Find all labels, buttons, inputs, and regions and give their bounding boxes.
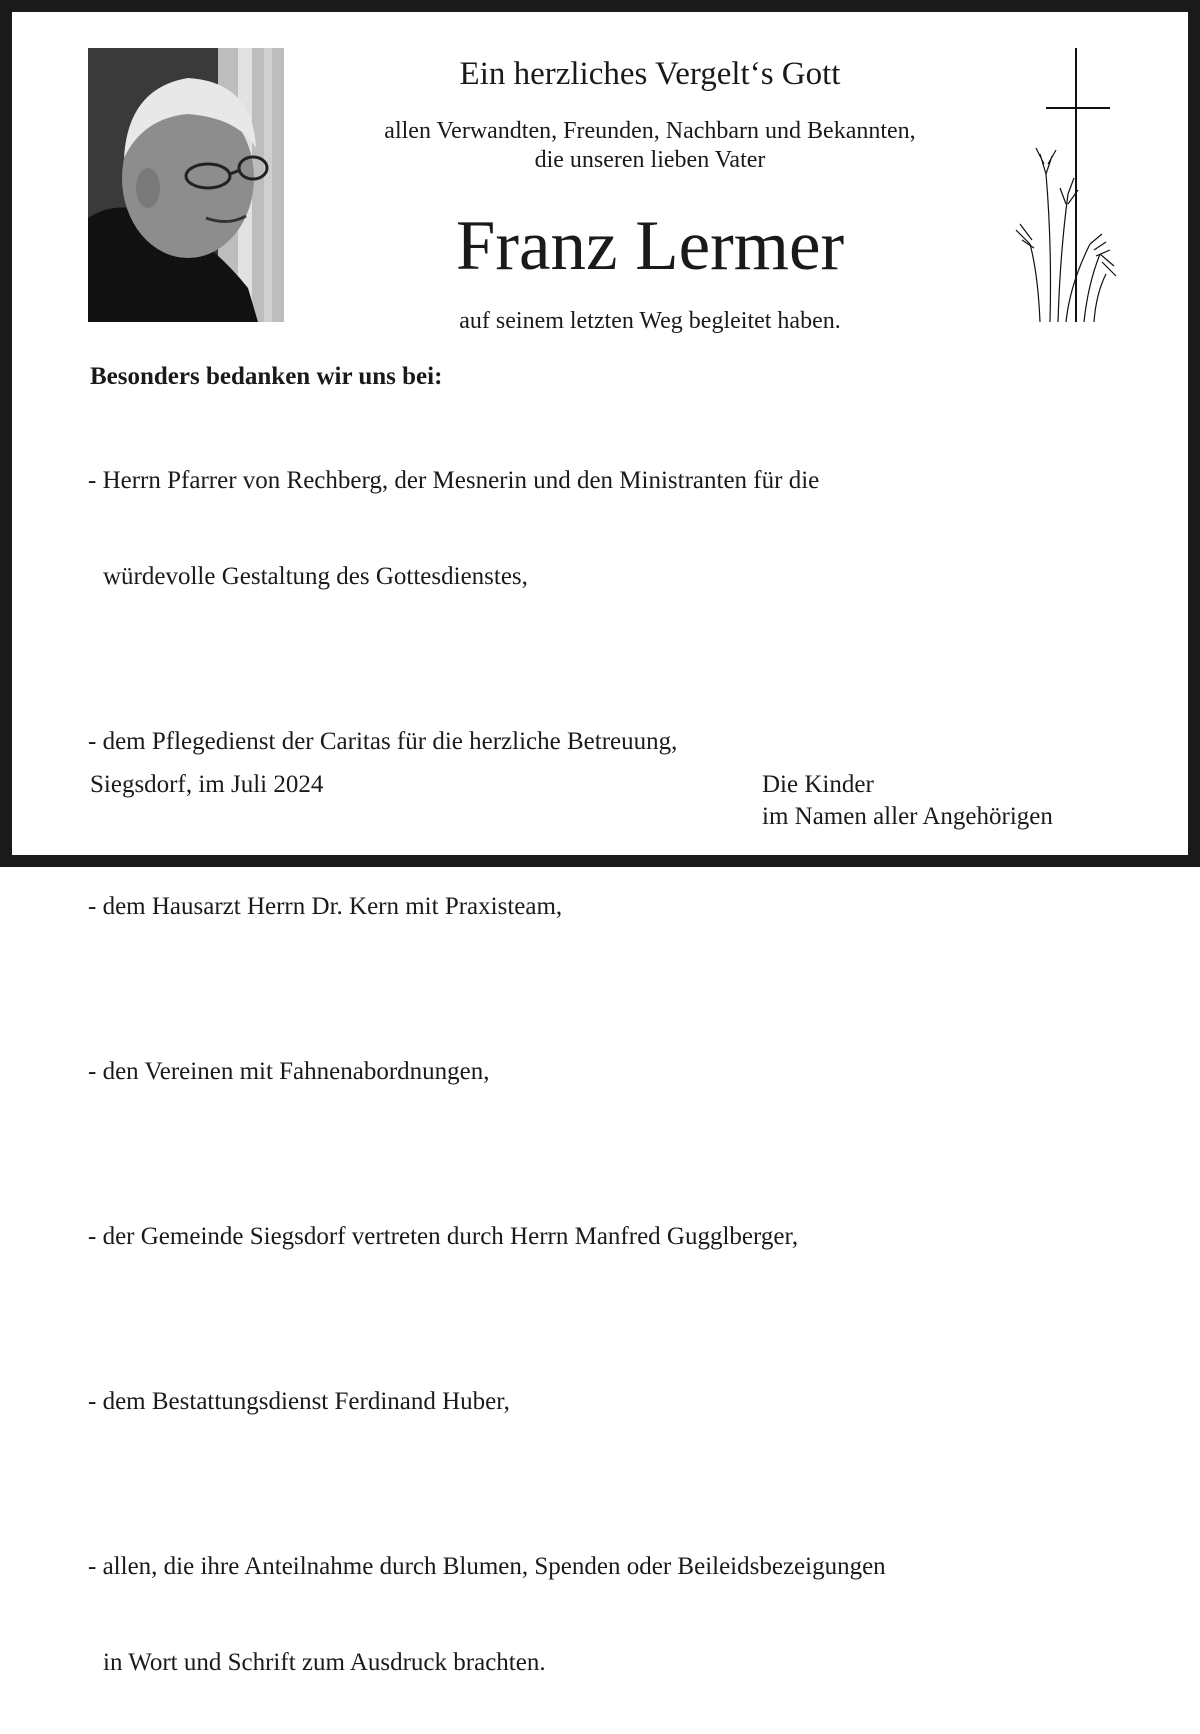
portrait-photo [88,48,284,322]
list-item-continuation: würdevolle Gestaltung des Gottesdienstes, [103,563,528,590]
thanks-heading: Besonders bedanken wir uns bei: [90,363,443,390]
heading: Ein herzliches Vergelt‘s Gott [459,56,841,92]
list-item [88,1487,1108,1734]
list-item-line: - Herrn Pfarrer von Rechberg, der Mesnerin und den Ministranten für die [88,467,820,494]
cross-with-wheat-icon [1010,44,1120,326]
thanks-list [88,401,1108,1734]
list-item [88,1157,1108,1317]
list-item-line: - allen, die ihre Anteilnahme durch Blumen, Spenden oder Beileidsbezeigungen [88,1553,886,1580]
signature-line: Die Kinder [762,771,874,798]
list-item [88,1322,1108,1482]
list-item [88,992,1108,1152]
list-item-line: - dem Pflegedienst der Caritas für die herzliche Betreuung, [88,728,678,755]
list-item-line: - dem Hausarzt Herrn Dr. Kern mit Praxisteam, [88,893,563,920]
intro-line: die unseren lieben Vater [534,147,766,173]
list-item-line: - der Gemeinde Siegsdorf vertreten durch Herrn Manfred Gugglberger, [88,1223,799,1250]
intro-text [300,117,1000,175]
list-item [88,827,1108,987]
signature-line: im Namen aller Angehörigen [762,803,1053,830]
intro-line: allen Verwandten, Freunden, Nachbarn und Bekannten, [384,118,916,144]
list-item [88,401,1108,657]
list-item-line: - dem Bestattungsdienst Ferdinand Huber, [88,1388,510,1415]
deceased-name: Franz Lermer [455,207,845,285]
list-item-continuation: in Wort und Schrift zum Ausdruck brachten. [103,1649,546,1676]
closing-text: auf seinem letzten Weg begleitet haben. [459,308,841,334]
list-item-line: - den Vereinen mit Fahnenabordnungen, [88,1058,490,1085]
signature [762,769,1053,833]
place-date: Siegsdorf, im Juli 2024 [90,771,324,798]
